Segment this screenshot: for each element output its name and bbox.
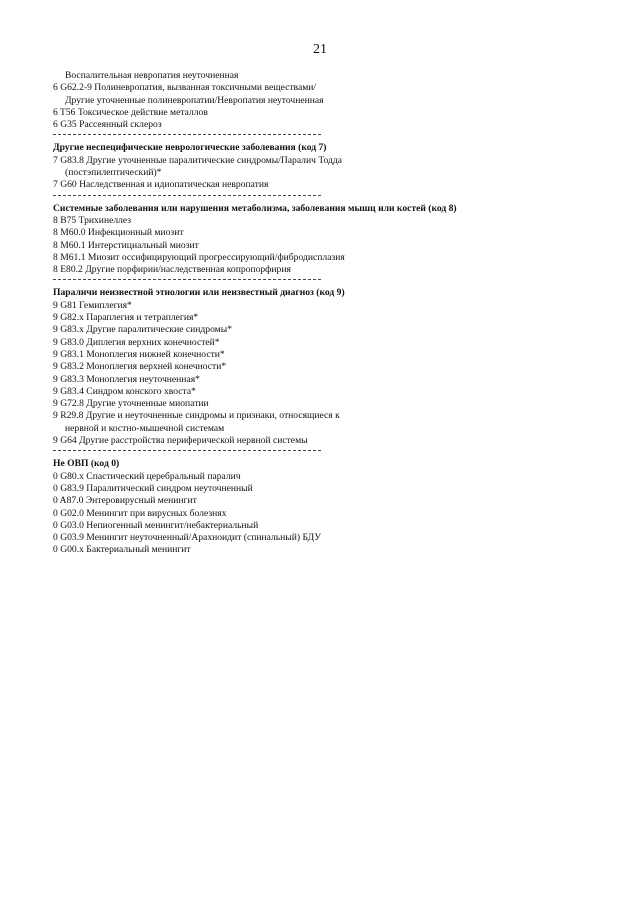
- code-entry: 8 M61.1 Миозит оссифицирующий прогрессирующий/фибродисплазия: [53, 251, 345, 263]
- section-heading: Параличи неизвестной этиологии или неизвестный диагноз (код 9): [53, 287, 345, 299]
- code-entry: 6 G35 Рассеянный склероз: [53, 119, 162, 131]
- code-entry: 7 G83.8 Другие уточненные паралитические синдромы/Паралич Тодда: [53, 154, 343, 166]
- page-number: 21: [313, 42, 327, 57]
- section-heading: Другие неспецифические неврологические заболевания (код 7): [53, 142, 327, 154]
- code-entry: 9 G83.2 Моноплегия верхней конечности*: [53, 361, 227, 373]
- code-entry: 9 R29.8 Другие и неуточненные синдромы и признаки, относящиеся к: [53, 410, 340, 422]
- code-entry: 0 G83.9 Паралитический синдром неуточненный: [53, 482, 253, 494]
- section-heading: Не ОВП (код 0): [53, 458, 120, 470]
- section-divider: [53, 195, 321, 196]
- code-entry: 0 G80.x Спастический церебральный паралич: [53, 470, 241, 482]
- code-entry: (постэпилептический)*: [65, 167, 162, 179]
- code-entry: 9 G83.3 Моноплегия неуточненная*: [53, 373, 200, 385]
- section-divider: [53, 450, 321, 451]
- code-entry: 0 G00.x Бактериальный менингит: [53, 544, 191, 556]
- document-body: [53, 70, 613, 557]
- code-entry: 9 G81 Гемиплегия*: [53, 299, 132, 311]
- code-entry: 9 G83.x Другие паралитические синдромы*: [53, 324, 232, 336]
- code-entry: 6 G62.2-9 Полиневропатия, вызванная токсичными веществами/: [53, 82, 317, 94]
- code-entry: 9 G83.4 Синдром конского хвоста*: [53, 385, 196, 397]
- code-entry: 0 A87.0 Энтеровирусный менингит: [53, 495, 197, 507]
- code-entry: 9 G83.0 Диплегия верхних конечностей*: [53, 336, 220, 348]
- code-entry: 9 G72.8 Другие уточненные миопатии: [53, 398, 209, 410]
- section-divider: [53, 134, 321, 135]
- code-entry: 8 B75 Трихинеллез: [53, 214, 132, 226]
- code-entry: Другие уточненные полиневропатии/Невропатия неуточненная: [65, 94, 324, 106]
- section-divider: [53, 279, 321, 280]
- section-heading: Системные заболевания или нарушения метаболизма, заболевания мышц или костей (код 8): [53, 202, 457, 214]
- code-entry: 9 G64 Другие расстройства периферической нервной системы: [53, 435, 308, 447]
- code-entry: 6 T56 Токсическое действие металлов: [53, 106, 208, 118]
- code-entry: 7 G60 Наследственная и идиопатическая невропатия: [53, 179, 269, 191]
- code-entry: 9 G82.x Параплегия и тетраплегия*: [53, 312, 199, 324]
- code-entry: Воспалительная невропатия неуточненная: [65, 70, 239, 81]
- code-entry: нервной и костно-мышечной системам: [65, 422, 225, 434]
- code-entry: 0 G03.0 Непиогенный менингит/небактериальный: [53, 519, 259, 531]
- code-entry: 8 M60.1 Интерстициальный миозит: [53, 239, 199, 251]
- code-entry: 0 G02.0 Менингит при вирусных болезнях: [53, 507, 227, 519]
- code-entry: 8 M60.0 Инфекционный миозит: [53, 227, 184, 239]
- code-entry: 9 G83.1 Моноплегия нижней конечности*: [53, 348, 225, 360]
- code-entry: 0 G03.9 Менингит неуточненный/Арахноидит (спинальный) БДУ: [53, 532, 322, 544]
- code-entry: 8 E80.2 Другие порфирии/наследственная копропорфирия: [53, 264, 291, 276]
